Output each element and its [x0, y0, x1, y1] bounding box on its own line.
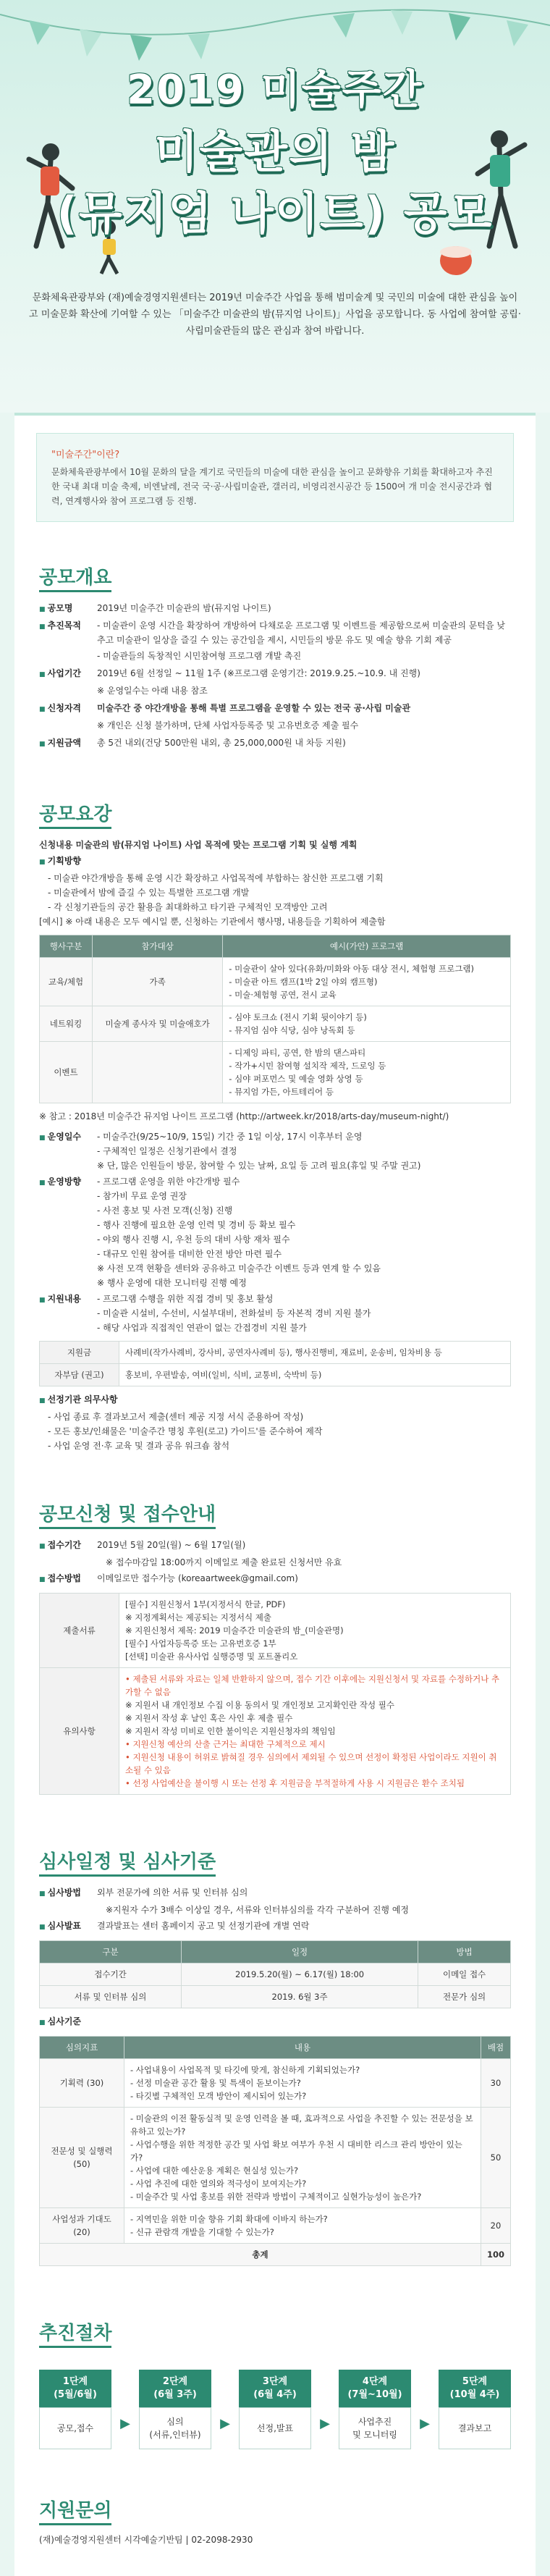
- outline-row-value: 총 5건 내외(건당 500만원 내외, 총 25,000,000원 내 차등 지원): [97, 738, 346, 748]
- criteria-total-row: [40, 2244, 511, 2266]
- support-table: [39, 1341, 511, 1386]
- method-item: - 야외 행사 진행 시, 우천 등의 대비 사항 재차 필수: [97, 1234, 290, 1245]
- schedule-header-cell: 방법: [418, 1941, 511, 1963]
- example-program-line: - 뮤지엄 가든, 아트테리어 등: [229, 1087, 334, 1097]
- example-program-line: - 디제잉 파티, 공연, 한 밤의 댄스파티: [229, 1048, 366, 1058]
- plan-list: [39, 871, 511, 914]
- criteria-content-line: - 미술주간 및 사업 홍보를 위한 전략과 방법이 구체적이고 실현가능성이 높은가?: [130, 2192, 422, 2202]
- procedure-step-header: [239, 2370, 311, 2407]
- procedure-heading: 추진절차: [39, 2318, 111, 2345]
- application-heading: 공모신청 및 접수안내: [39, 1499, 216, 1526]
- run-row: [39, 1129, 511, 1173]
- schedule-method-cell: 이메일 접수: [418, 1963, 511, 1986]
- procedure-step-header: [39, 2370, 111, 2407]
- application-table: [39, 1593, 511, 1795]
- outline-row-label: ■ 사업기간: [39, 666, 97, 682]
- procedure-section: [14, 2297, 536, 2474]
- procedure-step-body: [239, 2407, 311, 2449]
- procedure-step-body: [339, 2407, 411, 2449]
- period-row: [39, 1538, 511, 1554]
- step-arrow-icon: ▶: [320, 2416, 330, 2431]
- run-list: [97, 1129, 511, 1173]
- art-week-description: 문화체육관광부에서 10월 문화의 달을 계기로 국민들의 미술에 대한 관심을 높이고 문화향유 기회를 확대하고자 추진한 국내 최대 미술 축제, 비엔날레, 전국 국·공·사립미술관, 갤러리, 비영리전시공간 등 1500여 개 미술 전시공간과 협력, 연계행사와 참여 프로그램 등 진행.: [51, 467, 493, 506]
- outline-row: [39, 718, 511, 734]
- criteria-header-cell: 심의지표: [40, 2037, 124, 2059]
- criteria-index-cell: 기획력 (30): [40, 2059, 124, 2108]
- procedure-step-number: 1단계: [62, 2376, 88, 2387]
- duty-item: - 모든 홍보/인쇄물은 '미술주간 명칭 후원(로고) 가이드'를 준수하여 제작: [48, 1426, 323, 1436]
- procedure-flow: [39, 2370, 511, 2449]
- docs-label: 제출서류: [40, 1594, 119, 1668]
- procedure-step-period: (6월 3주): [153, 2389, 197, 2400]
- criteria-header-cell: 내용: [124, 2037, 481, 2059]
- requirements-section: [14, 778, 536, 1478]
- outline-row: [39, 601, 511, 617]
- outline-row-value: - 미술관이 운영 시간을 확장하여 개방하여 다채로운 프로그램 및 이벤트를 제공함으로써 미술관의 문턱을 낮추고 미술관이 일상을 즐길 수 있는 공간임을 제시, 시민들의 방문 유도 및 예술 향유 기회 제공: [97, 620, 505, 645]
- notice-item: ※ 지원서 내 개인정보 수집 이용 동의서 및 개인정보 고지확인란 작성 필수: [125, 1700, 395, 1710]
- criteria-content-cell: [124, 2208, 481, 2244]
- example-table-row: [40, 1006, 511, 1042]
- docs-item: ※ 지원신청서 제목: 2019 미술주간 미술관의 밤_(미술관명): [125, 1625, 344, 1636]
- hero-intro-text: 문화체육관광부와 (재)예술경영지원센터는 2019년 미술주간 사업을 통해 범미술계 및 국민의 미술에 대한 관심을 높이고 미술문화 확산에 기여할 수 있는 「미술주간 미술관의 밤(뮤지엄 나이트)」사업을 공모합니다. 동 사업에 참여할 공립·사립미술관들의 많은 관심과 참여 바랍니다.: [29, 292, 521, 337]
- run-label: ■ 운영일수: [39, 1129, 97, 1173]
- procedure-step-header: [139, 2370, 211, 2407]
- outline-row-label: ■ 신청자격: [39, 701, 97, 717]
- criteria-label: ■ 심사기준: [39, 2014, 97, 2030]
- schedule-row: [40, 1986, 511, 2008]
- schedule-type-cell: 접수기간: [40, 1963, 182, 1986]
- outline-row-label: ■ 추진목적: [39, 618, 97, 647]
- procedure-step-header: [439, 2370, 511, 2407]
- notice-item: • 지원신청 예산의 산출 근거는 최대한 구체적으로 제시: [125, 1739, 326, 1749]
- example-program-line: - 미술관 아트 캠프(1박 2일 야외 캠프형): [229, 977, 378, 987]
- schedule-table-header: [40, 1941, 511, 1963]
- example-table-header-cell: 행사구분: [40, 935, 93, 958]
- criteria-total-label: 총계: [40, 2244, 481, 2266]
- criteria-content-line: - 사업내용이 사업목적 및 타깃에 맞게, 참신하게 기획되었는가?: [130, 2065, 360, 2075]
- criteria-table-header: [40, 2037, 511, 2059]
- hero-title-line3: (뮤지엄 나이트) 공모: [56, 187, 494, 240]
- outline-row-value: ※ 운영일수는 아래 내용 참조: [97, 686, 208, 696]
- support-item: - 프로그램 수행을 위한 직접 경비 및 홍보 활성: [97, 1294, 274, 1304]
- notice-item: • 제출된 서류와 자료는 일체 반환하지 않으며, 접수 기간 이후에는 지원신청서 및 자료를 수정하거나 추가할 수 없음: [125, 1674, 500, 1697]
- how-label: ■ 접수방법: [39, 1571, 97, 1587]
- step-arrow-icon: ▶: [220, 2416, 230, 2431]
- period-label: ■ 접수기간: [39, 1538, 97, 1554]
- step-arrow-icon: ▶: [120, 2416, 130, 2431]
- procedure-step-header: [339, 2370, 411, 2407]
- criteria-row: [40, 2108, 511, 2208]
- step-arrow-icon: ▶: [420, 2416, 430, 2431]
- example-table-header-cell: 예시(가안) 프로그램: [223, 935, 511, 958]
- outline-row: [39, 683, 511, 699]
- method-item: - 사전 홍보 및 사전 모객(신청) 진행: [97, 1205, 233, 1216]
- criteria-score-cell: 50: [481, 2108, 510, 2208]
- example-program-line: - 작가+시민 참여형 설치작 제작, 드로잉 등: [229, 1061, 386, 1071]
- procedure-step-line: 심의: [166, 2417, 184, 2427]
- example-table-body: [40, 958, 511, 1103]
- schedule-row: [40, 1963, 511, 1986]
- support-table-label: 자부담 (권고): [40, 1364, 119, 1386]
- docs-row: [40, 1594, 511, 1668]
- contact-heading: 지원문의: [39, 2496, 111, 2522]
- review-method-note: ※지원자 수가 3배수 이상일 경우, 서류와 인터뷰심의를 각각 구분하여 진행 예정: [106, 1905, 410, 1915]
- method-item: - 대규모 인원 참여를 대비한 안전 방안 마련 필수: [97, 1249, 282, 1259]
- support-table-value: 사례비(작가사례비, 강사비, 공연자사례비 등), 행사진행비, 재료비, 운송비, 임차비용 등: [119, 1342, 511, 1364]
- notice-item: • 선정 사업예산을 불이행 시 또는 선정 후 지원금을 부적절하게 사용 시 지원금은 환수 조치됨: [125, 1778, 465, 1788]
- notice-item: • 지원신청 내용이 허위로 밝혀질 경우 심의에서 제외될 수 있으며 선정이 확정된 사업이라도 지원이 취소될 수 있음: [125, 1752, 497, 1775]
- criteria-score-cell: 30: [481, 2059, 510, 2108]
- schedule-date-cell: 2019. 6월 3주: [181, 1986, 418, 2008]
- support-table-row: [40, 1342, 511, 1364]
- example-category-cell: 교육/체험: [40, 958, 93, 1006]
- procedure-step-number: 3단계: [262, 2376, 288, 2387]
- criteria-content-cell: [124, 2059, 481, 2108]
- method-item: - 참가비 무료 운영 권장: [97, 1191, 187, 1201]
- criteria-total-value: 100: [481, 2244, 510, 2266]
- contact-section: [14, 2474, 536, 2576]
- outline-row-value: - 미술관들의 독창적인 시민참여형 프로그램 개발 촉진: [97, 651, 302, 661]
- criteria-header-cell: 배점: [481, 2037, 510, 2059]
- outline-row: [39, 618, 511, 647]
- criteria-content-line: - 사업 추진에 대한 열의와 적극성이 보여지는가?: [130, 2179, 307, 2189]
- procedure-step: [139, 2370, 211, 2449]
- example-target-cell: 가족: [93, 958, 223, 1006]
- plan-label: ■ 기획방향: [39, 854, 97, 870]
- criteria-content-line: - 타깃별 구체적인 모객 방안이 제시되어 있는가?: [130, 2091, 307, 2101]
- criteria-row: [40, 2059, 511, 2108]
- criteria-row: [40, 2208, 511, 2244]
- criteria-table: [39, 2036, 511, 2266]
- review-method-label: ■ 심사방법: [39, 1885, 97, 1901]
- notice-item: ※ 지원서 작성 미비로 인한 불이익은 지원신청자의 책임임: [125, 1726, 336, 1736]
- schedule-header-cell: 구분: [40, 1941, 182, 1963]
- duty-label: ■ 선정기관 의무사항: [39, 1392, 133, 1408]
- criteria-row: [39, 2014, 511, 2030]
- support-item: - 미술관 시설비, 수선비, 시설부대비, 전화설비 등 자본적 경비 지원 불가: [97, 1308, 371, 1318]
- period-value: 2019년 5월 20일(월) ~ 6월 17일(월): [97, 1540, 246, 1550]
- support-table-row: [40, 1364, 511, 1386]
- method-list: [97, 1174, 511, 1290]
- outline-row-value: 2019년 미술주간 미술관의 밤(뮤지엄 나이트): [97, 603, 271, 613]
- example-note: [예시] ※ 아래 내용은 모두 예시일 뿐, 신청하는 기관에서 행사명, 내용들을 기획하여 제출함: [39, 917, 386, 927]
- requirements-heading: 공모요강: [39, 799, 111, 826]
- docs-item: [필수] 지원신청서 1부(지정서식 한글, PDF): [125, 1599, 286, 1609]
- outline-row: [39, 701, 511, 717]
- schedule-header-cell: 일정: [181, 1941, 418, 1963]
- procedure-step-period: (7월~10월): [347, 2389, 402, 2400]
- criteria-content-line: - 사업수행을 위한 적정한 공간 및 사업 확보 여부가 우천 시 대비한 리스크 관리 방안이 있는가?: [130, 2139, 462, 2163]
- procedure-step-text: [257, 2422, 293, 2435]
- procedure-step-period: (5월/6월): [54, 2389, 97, 2400]
- review-section: [14, 1825, 536, 2297]
- example-program-line: - 미술관이 살아 있다(유화/미화와 아동 대상 전시, 체험형 프로그램): [229, 964, 475, 974]
- review-method-value: 외부 전문가에 의한 서류 및 인터뷰 심의: [97, 1887, 248, 1898]
- reference-link[interactable]: ※ 참고 : 2018년 미술주간 뮤지엄 나이트 프로그램 (http://artweek.kr/2018/arts-day/museum-night/): [39, 1111, 449, 1121]
- procedure-step-number: 5단계: [462, 2376, 488, 2387]
- procedure-step-line: 사업추진: [358, 2417, 392, 2427]
- procedure-step: [39, 2370, 111, 2449]
- docs-cell: [119, 1594, 511, 1668]
- criteria-index-cell: 사업성과 기대도(20): [40, 2208, 124, 2244]
- procedure-step-line: 결과보고: [457, 2423, 492, 2433]
- procedure-step: [239, 2370, 311, 2449]
- schedule-table: [39, 1940, 511, 2008]
- procedure-step-period: (6월 4주): [253, 2389, 297, 2400]
- procedure-step: [439, 2370, 511, 2449]
- procedure-step-text: [149, 2415, 200, 2441]
- procedure-step-line: 및 모니터링: [352, 2430, 397, 2440]
- docs-item: ※ 지정계획서는 제공되는 지정서식 제출: [125, 1612, 271, 1622]
- schedule-table-body: [40, 1963, 511, 2008]
- schedule-method-cell: 전문가 심의: [418, 1986, 511, 2008]
- outline-section: [14, 541, 536, 778]
- example-program-cell: [223, 1042, 511, 1103]
- docs-item: [필수] 사업자등록증 또는 고유번호증 1부: [125, 1638, 276, 1649]
- how-row: [39, 1571, 511, 1587]
- procedure-step-body: [39, 2407, 111, 2449]
- procedure-step-body: [139, 2407, 211, 2449]
- criteria-index-cell: 전문성 및 실행력 (50): [40, 2108, 124, 2208]
- period-note: ※ 접수마감일 18:00까지 이메일로 제출 완료된 신청서만 유효: [106, 1557, 342, 1567]
- criteria-content-line: - 신규 관람객 개발을 기대할 수 있는가?: [130, 2227, 274, 2237]
- procedure-step: [339, 2370, 411, 2449]
- outline-row-label: ■ 공모명: [39, 601, 97, 617]
- criteria-content-line: - 지역민을 위한 미술 향유 기회 확대에 이바지 하는가?: [130, 2214, 328, 2224]
- method-row: [39, 1174, 511, 1290]
- duty-item: - 사업 운영 전·후 교육 및 결과 공유 워크숍 참석: [48, 1441, 230, 1451]
- plan-row: [39, 854, 511, 870]
- criteria-table-body: [40, 2059, 511, 2266]
- method-item: ※ 사전 모객 현황을 센터와 공유하고 미술주간 이벤트 등과 연계 할 수 있음: [97, 1263, 381, 1274]
- example-program-line: - 뮤지엄 심야 식당, 심야 낭독회 등: [229, 1025, 355, 1035]
- support-item: - 해당 사업과 직접적인 연관이 없는 간접경비 지원 불가: [97, 1323, 307, 1333]
- outline-heading: 공모개요: [39, 563, 111, 589]
- support-table-body: [40, 1342, 511, 1386]
- review-heading: 심사일정 및 심사기준: [39, 1847, 216, 1874]
- support-label: ■ 지원내용: [39, 1292, 97, 1335]
- example-program-line: - 심야 퍼포먼스 및 예술 영화 상영 등: [229, 1074, 363, 1084]
- outline-row-label: ■ 지원금액: [39, 736, 97, 752]
- criteria-content-cell: [124, 2108, 481, 2208]
- outline-row-value: ※ 개인은 신청 불가하며, 단체 사업자등록증 및 고유번호증 제출 필수: [97, 720, 359, 731]
- example-table-header: [40, 935, 511, 958]
- duty-item: - 사업 종료 후 결과보고서 제출(센터 제공 지정 서식 준용하여 작성): [48, 1412, 304, 1422]
- criteria-score-cell: 20: [481, 2208, 510, 2244]
- outline-row-value: 2019년 6월 선정일 ~ 11월 1주 (※프로그램 운영기간: 2019.9.25.~10.9. 내 진행): [97, 668, 420, 678]
- run-item: ※ 단, 많은 인원들이 방문, 참여할 수 있는 날짜, 요일 등 고려 필요(휴일 및 주말 권고): [97, 1161, 421, 1171]
- example-table-header-cell: 참가대상: [93, 935, 223, 958]
- apply-content-row: [39, 838, 511, 852]
- plan-item: - 각 신청기관들의 공간 활용을 최대화하고 타기관 구체적인 모객방안 고려: [48, 902, 328, 912]
- notice-item: ※ 지원서 작성 후 날인 혹은 사인 후 제출 필수: [125, 1713, 293, 1723]
- method-item: - 행사 진행에 필요한 운영 인력 및 경비 등 확보 필수: [97, 1220, 296, 1230]
- example-category-cell: 이벤트: [40, 1042, 93, 1103]
- example-table-row: [40, 1042, 511, 1103]
- example-table: [39, 935, 511, 1103]
- outline-row-value: 미술주간 중 야간개방을 통해 특별 프로그램을 운영할 수 있는 전국 공·사립 미술관: [97, 703, 411, 713]
- example-program-line: - 미술·체험형 공연, 전시 교육: [229, 990, 337, 1000]
- method-label: ■ 운영방향: [39, 1174, 97, 1290]
- contact-text: (재)예술경영지원센터 시각예술기반팀 | 02-2098-2930: [39, 2535, 253, 2545]
- example-target-cell: 미술계 종사자 및 미술애호가: [93, 1006, 223, 1042]
- criteria-content-line: - 미술관의 이전 활동실적 및 운영 인력을 볼 때, 효과적으로 사업을 추진할 수 있는 전문성을 보유하고 있는가?: [130, 2113, 473, 2137]
- schedule-date-cell: 2019.5.20(월) ~ 6.17(월) 18:00: [181, 1963, 418, 1986]
- example-program-cell: [223, 1006, 511, 1042]
- example-table-row: [40, 958, 511, 1006]
- duty-row: [39, 1392, 511, 1408]
- art-week-definition-inner: [36, 433, 514, 522]
- notice-row: [40, 1668, 511, 1795]
- hero-title-line1: 2019 미술주간: [127, 67, 423, 114]
- example-program-line: - 심야 토크쇼 (전시 기획 뒷이야기 등): [229, 1012, 367, 1022]
- application-section: [14, 1478, 536, 1825]
- example-target-cell: [93, 1042, 223, 1103]
- procedure-step-body: [439, 2407, 511, 2449]
- art-week-question: "미술주간"이란?: [51, 450, 120, 460]
- hero-banner: [0, 0, 550, 413]
- schedule-type-cell: 서류 및 인터뷰 심의: [40, 1986, 182, 2008]
- outline-row: [39, 649, 511, 665]
- how-value: 이메일로만 접수가능 (koreaartweek@gmail.com): [97, 1573, 298, 1583]
- notice-label: 유의사항: [40, 1668, 119, 1795]
- support-table-value: 홍보비, 우편발송, 여비(일비, 식비, 교통비, 숙박비 등): [119, 1364, 511, 1386]
- apply-content-text: 신청내용 미술관의 밤(뮤지엄 나이트) 사업 목적에 맞는 프로그램 기획 및 실행 계획: [39, 840, 358, 850]
- procedure-step-text: [352, 2415, 397, 2441]
- method-item: ※ 행사 운영에 대한 모니터링 진행 예정: [97, 1278, 247, 1288]
- support-list: [97, 1292, 511, 1335]
- outline-row: [39, 666, 511, 682]
- method-item: - 프로그램 운영을 위한 야간개방 필수: [97, 1177, 240, 1187]
- notice-cell: [119, 1668, 511, 1795]
- criteria-content-line: - 사업에 대한 예산운용 계획은 현실성 있는가?: [130, 2165, 299, 2176]
- run-item: - 미술주간(9/25~10/9, 15일) 기간 중 1일 이상, 17시 이후부터 운영: [97, 1132, 363, 1142]
- criteria-content-line: - 선정 미술관 공간 활용 및 특색이 돋보이는가?: [130, 2078, 301, 2088]
- procedure-step-number: 2단계: [162, 2376, 188, 2387]
- support-table-label: 지원금: [40, 1342, 119, 1364]
- announce-label: ■ 심사발표: [39, 1919, 97, 1935]
- procedure-step-text: [458, 2422, 491, 2435]
- procedure-step-text: [57, 2422, 93, 2435]
- outline-row: [39, 736, 511, 752]
- docs-item: [선택] 미술관 유사사업 실행증명 및 포트폴리오: [125, 1651, 298, 1662]
- example-category-cell: 네트워킹: [40, 1006, 93, 1042]
- example-program-cell: [223, 958, 511, 1006]
- procedure-step-line: (서류,인터뷰): [149, 2430, 201, 2440]
- procedure-step-line: 공모,접수: [56, 2423, 94, 2433]
- support-row: [39, 1292, 511, 1335]
- review-method-row: [39, 1885, 511, 1901]
- procedure-step-line: 선정,발표: [256, 2423, 294, 2433]
- duty-list: [39, 1410, 511, 1453]
- outline-rows: [39, 601, 511, 752]
- plan-item: - 미술관 야간개방을 통해 운영 시간 확장하고 사업목적에 부합하는 참신한 프로그램 기획: [48, 873, 384, 883]
- art-week-definition-box: [14, 413, 536, 541]
- procedure-step-period: (10월 4주): [449, 2389, 500, 2400]
- run-item: - 구체적인 일정은 신청기관에서 결정: [97, 1146, 237, 1156]
- procedure-step-number: 4단계: [362, 2376, 388, 2387]
- announce-value: 결과발표는 센터 홈페이지 공고 및 선정기관에 개별 연락: [97, 1921, 310, 1931]
- announce-row: [39, 1919, 511, 1935]
- hero-title-line2: 미술관의 밤: [154, 125, 396, 178]
- plan-item: - 미술관에서 밤에 즐길 수 있는 특별한 프로그램 개발: [48, 888, 250, 898]
